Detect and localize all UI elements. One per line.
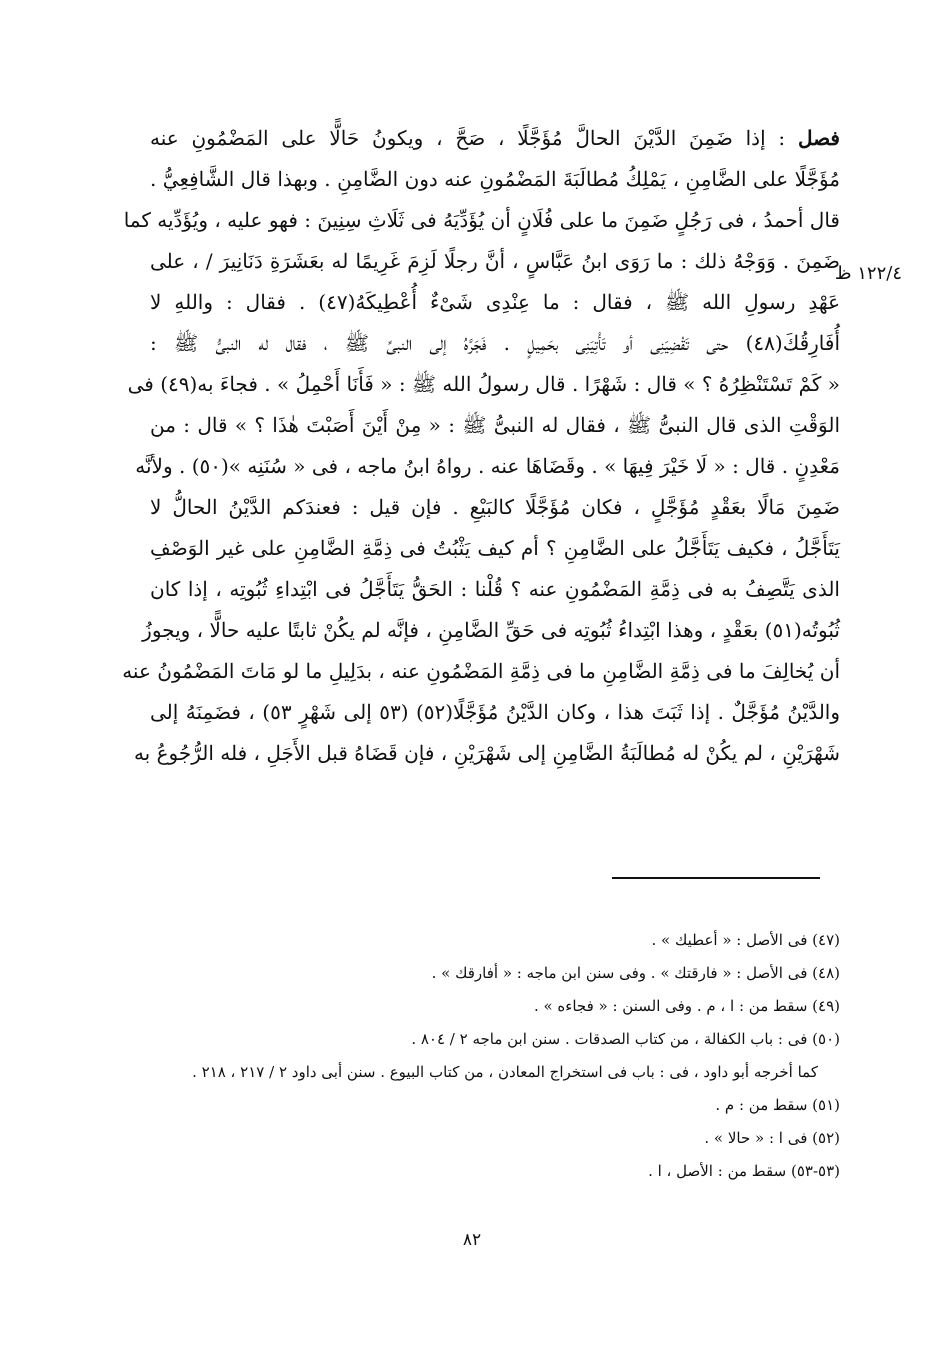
section-heading-word: فصل <box>797 126 840 150</box>
main-text-line <box>150 118 840 159</box>
main-text-line: « كَمْ تَسْتَنْظِرُهُ ؟ » قال : شَهْرًا . قال رسولُ الله ﷺ : « فَأَنَا أَحْمِلُ » . فجاءَ به(٤٩) فى <box>127 372 840 396</box>
footnotes-block <box>150 924 840 1188</box>
main-text-block <box>122 118 841 774</box>
main-text-line: ضَمِنَ مَالًا بعَقْدٍ مُؤَجَّلٍ ، فكان مُؤَجَّلًا كالبَيْعِ . فإن قيل : فعندَكم الدَّيْنُ الحالُّ لا <box>150 495 840 519</box>
main-text-line: أُفَارِقُكَ(٤٨) حتى تَقْضِيَنِى أو تَأْتِيَنِى بحَمِيلٍ . فَجَرَّهُ إلى النبىِّ ﷺ ، فقال له النبىُّ ﷺ : <box>150 331 840 355</box>
main-text-line: عَهْدِ رسولِ الله ﷺ ، فقال : ما عِنْدِى شَىْءٌ أُعْطِيكَهُ(٤٧) . فقال : واللهِ لا <box>150 290 841 314</box>
footnote: (٤٩) سقط من : ا ، م . وفى السنن : « فجاءه » . <box>533 997 840 1015</box>
main-text-line-rest: : إذا ضَمِنَ الدَّيْنَ الحالَّ مُؤَجَّلًا ، صَحَّ ، ويكونُ حَالًّا على المَضْمُونِ عنه <box>150 126 798 150</box>
footnote: (٥٣-٥٣) سقط من : الأصل ، ا . <box>648 1162 840 1180</box>
footnote: (٤٧) فى الأصل : « أعطيك » . <box>651 931 840 949</box>
main-text-line: الوَقْتِ الذى قال النبىُّ ﷺ ، فقال له النبىُّ ﷺ : « مِنْ أَيْنَ أَصَبْتَ هٰذَا ؟ » قال : من <box>150 413 840 437</box>
main-text-line: والدَّيْنُ مُؤَجَّلٌ . إذا ثَبَتَ هذا ، وكان الدَّيْنُ مُؤَجَّلًا(٥٢) (٥٣ إلى شَهْرٍ ٥٣) ، فضَمِنَهُ إلى <box>150 700 841 724</box>
margin-folio-note: ١٢٢/٤ ظ <box>834 263 902 284</box>
main-text-line: أن يُخالِفَ ما فى ذِمَّةِ الضَّامِنِ ما فى ذِمَّةِ المَضْمُونِ عنه ، بدَلِيلِ ما لو مَاتَ المَضْمُونُ عنه <box>122 659 840 683</box>
footnote-separator <box>612 877 820 879</box>
footnote: (٤٨) فى الأصل : « فارقتك » . وفى سنن ابن ماجه : « أفارقك » . <box>431 964 840 982</box>
main-text-line: مُؤَجَّلًا على الضَّامِنِ ، يَمْلِكُ مُطالَبَةَ المَضْمُونِ عنه دون الضَّامِنِ . وبهذا قال الشَّافِعِيُّ . <box>150 167 840 191</box>
footnote: (٥٠) فى : باب الكفالة ، من كتاب الصدقات . سنن ابن ماجه ٢ / ٨٠٤ . <box>411 1030 840 1048</box>
footnote: (٥١) سقط من : م . <box>715 1096 840 1114</box>
main-text-line: ثُبُوتُه(٥١) بعَقْدٍ ، وهذا ابْتِداءُ ثُبُوتِه فى حَقِّ الضَّامِنِ ، فإنَّه لم يكُنْ ثابتًا عليه حالًّا ، ويجوزُ <box>142 618 840 642</box>
main-text-line: قال أحمدُ ، فى رَجُلٍ ضَمِنَ ما على فُلَانٍ أن يُؤَدِّيَهُ فى ثَلَاثِ سِنِينَ : فهو عليه ، ويُؤَدِّيه كما <box>123 208 840 232</box>
main-text-line: مَعْدِنٍ . قال : « لَا خَيْرَ فِيهَا » . وقَضَاهَا عنه . رواهُ ابنُ ماجه ، فى « سُنَنِه »(٥٠) . ولأنَّه <box>135 454 840 478</box>
page-number: ٨٢ <box>462 1230 482 1250</box>
footnote-continuation: كما أخرجه أبو داود ، فى : باب فى استخراج المعادن ، من كتاب البيوع . سنن أبى داود ٢ / ٢١٧ ، ٢١٨ . <box>192 1063 818 1081</box>
main-text-line: يَتَأَجَّلُ ، فكيف يَتَأَجَّلُ على الضَّامِنِ ؟ أم كيف يَثْبُتُ فى ذِمَّةِ الضَّامِنِ على غير الوَصْفِ <box>150 536 840 560</box>
main-text-line: الذى يَتَّصِفُ به فى ذِمَّةِ المَضْمُونِ عنه ؟ قُلْنا : الحَقُّ يَتَأَجَّلُ فى ابْتِداءِ ثُبُوتِه ، إذا كان <box>150 577 840 601</box>
main-text-line: شَهْرَيْنِ ، لم يكُنْ له مُطالَبَةُ الضَّامِنِ إلى شَهْرَيْنِ ، فإن قَضَاهُ قبل الأَجَلِ ، فله الرُّجُوعُ به <box>133 741 840 765</box>
main-text-line: ضَمِنَ . وَوَجْهُ ذلك : ما رَوَى ابنُ عَبَّاسٍ ، أنَّ رجلًا لَزِمَ غَرِيمًا له بعَشَرَةِ دَنَانِيرَ / ، على <box>150 249 840 273</box>
footnote: (٥٢) فى ا : « حالا » . <box>704 1129 840 1147</box>
